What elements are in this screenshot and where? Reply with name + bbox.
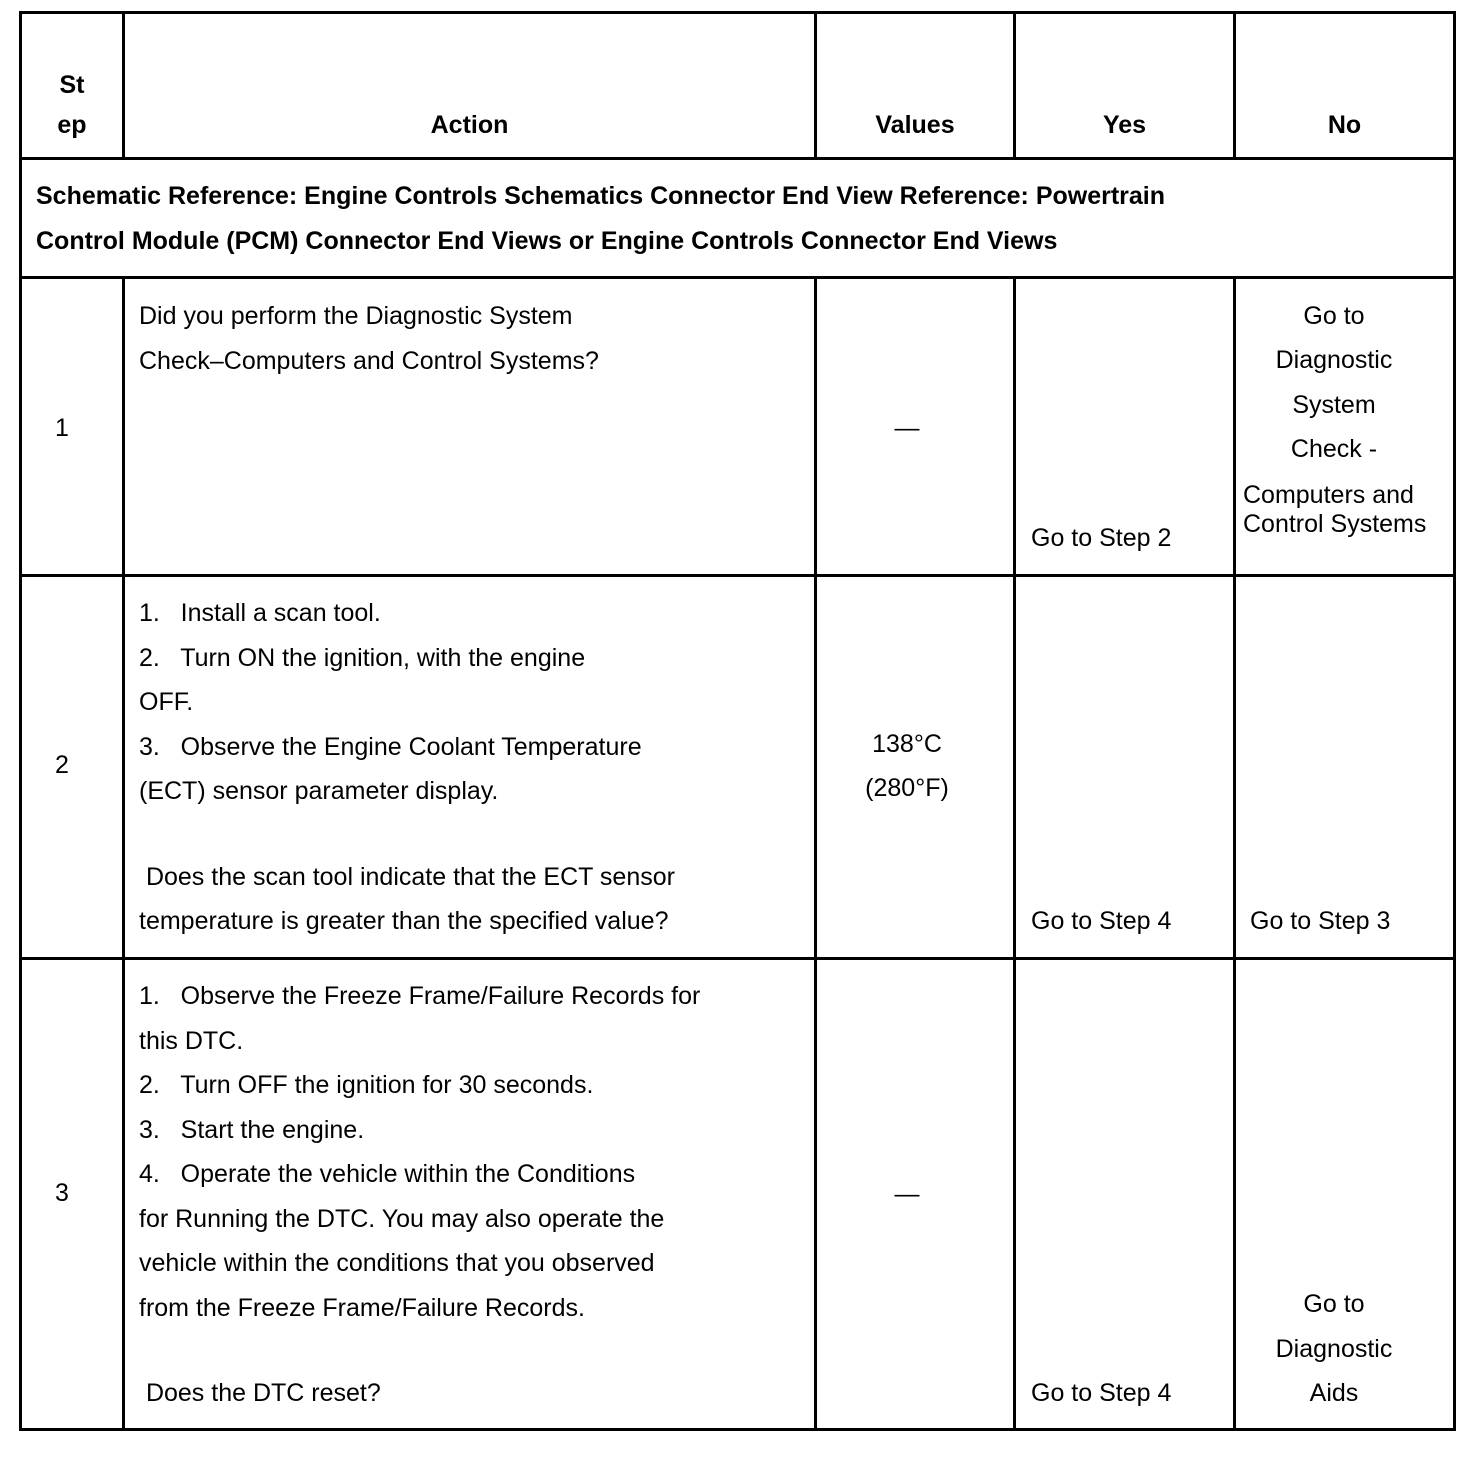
- row-1-no-line-3: System: [1292, 391, 1376, 419]
- row-1-no-line-1: Go to: [1303, 302, 1365, 330]
- row-2-action-line-5: (ECT) sensor parameter display.: [139, 777, 499, 805]
- row-2-no: Go to Step 3: [1250, 907, 1391, 935]
- row-1-divider: [19, 574, 1456, 577]
- row-3-no-line-2: Diagnostic: [1275, 1335, 1393, 1363]
- row-2-divider: [19, 957, 1456, 960]
- row-1-action-line-2: Check–Computers and Control Systems?: [139, 347, 599, 375]
- reference-line-1: Schematic Reference: Engine Controls Schematics Connector End View Reference: Powertrain: [36, 182, 1166, 210]
- col-divider-values: [1013, 276, 1016, 1431]
- table-border-left: [19, 11, 22, 1431]
- row-3-action-line-8: from the Freeze Frame/Failure Records.: [139, 1294, 585, 1322]
- row-3-step: 3: [55, 1179, 69, 1207]
- diagnostic-table: [19, 11, 1456, 1431]
- col-divider-step: [122, 276, 125, 1431]
- row-1-values: —: [894, 414, 920, 442]
- row-3-no-line-1: Go to: [1303, 1290, 1365, 1318]
- row-3-action-line-5: 4. Operate the vehicle within the Conditions: [139, 1160, 636, 1188]
- row-1-no-line-4: Check -: [1290, 435, 1378, 463]
- row-3-action-line-4: 3. Start the engine.: [139, 1116, 365, 1144]
- table-border-top: [19, 11, 1456, 14]
- row-3-action-line-3: 2. Turn OFF the ignition for 30 seconds.: [139, 1071, 594, 1099]
- reference-divider: [19, 276, 1456, 279]
- row-3-action-line-1: 1. Observe the Freeze Frame/Failure Records for: [139, 982, 701, 1010]
- row-2-step: 2: [55, 751, 69, 779]
- row-2-question-line-2: temperature is greater than the specified value?: [139, 907, 669, 935]
- row-2-action-line-4: 3. Observe the Engine Coolant Temperature: [139, 733, 642, 761]
- row-3-no-line-3: Aids: [1309, 1379, 1359, 1407]
- row-1-no-tail-2: Control Systems: [1243, 510, 1427, 538]
- row-3-question: Does the DTC reset?: [139, 1379, 381, 1407]
- row-3-action-line-2: this DTC.: [139, 1027, 244, 1055]
- header-step-line-1: St: [59, 71, 85, 99]
- row-3-action-line-6: for Running the DTC. You may also operate the: [139, 1205, 665, 1233]
- row-1-yes: Go to Step 2: [1031, 524, 1172, 552]
- row-1-step: 1: [55, 414, 69, 442]
- row-1-action-line-1: Did you perform the Diagnostic System: [139, 302, 573, 330]
- row-2-yes: Go to Step 4: [1031, 907, 1172, 935]
- row-3-action-line-7: vehicle within the conditions that you observed: [139, 1249, 655, 1277]
- header-action: Action: [430, 111, 509, 139]
- header-step-line-2: ep: [57, 111, 87, 139]
- row-2-values-line-1: 138°C: [872, 730, 942, 758]
- header-values: Values: [875, 111, 955, 139]
- row-3-values: —: [894, 1180, 920, 1208]
- row-1-no-line-2: Diagnostic: [1275, 346, 1393, 374]
- reference-line-2: Control Module (PCM) Connector End Views or Engine Controls Connector End Views: [36, 227, 1058, 255]
- row-2-action-line-3: OFF.: [139, 688, 194, 716]
- header-yes: Yes: [1102, 111, 1147, 139]
- header-no: No: [1327, 111, 1362, 139]
- row-2-question-line-1: Does the scan tool indicate that the ECT sensor: [139, 863, 675, 891]
- row-2-action-line-1: 1. Install a scan tool.: [139, 599, 381, 627]
- row-2-values-line-2: (280°F): [865, 774, 949, 802]
- row-1-no-tail-1: Computers and: [1243, 481, 1414, 509]
- row-3-yes: Go to Step 4: [1031, 1379, 1172, 1407]
- header-divider: [19, 157, 1456, 160]
- row-2-action-line-2: 2. Turn ON the ignition, with the engine: [139, 644, 586, 672]
- table-border-bottom: [19, 1428, 1456, 1431]
- table-border-right: [1453, 11, 1456, 1431]
